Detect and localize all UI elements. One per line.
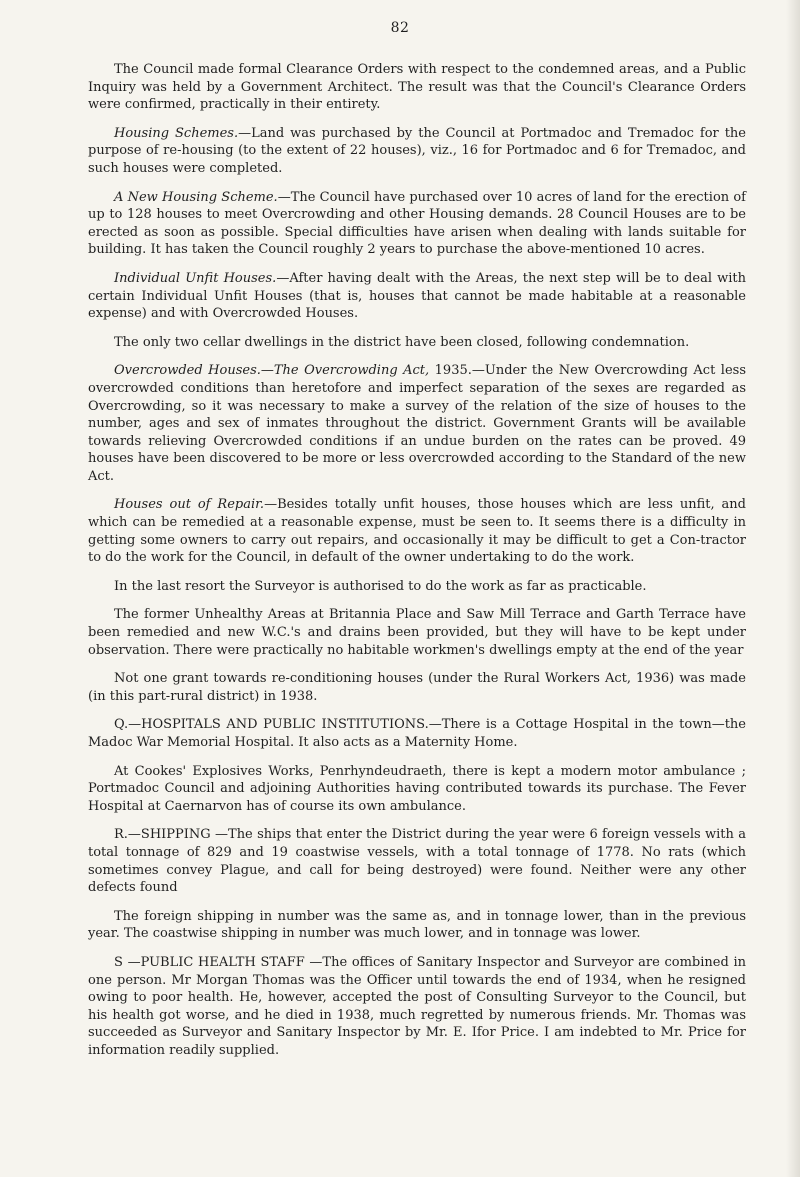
paragraph-housing-schemes: Housing Schemes.—Land was purchased by the Council at Portmadoc and Tremadoc for the purpose of re-housing (to the extent of 22 houses), viz., 16 for Portmadoc and 6 for Tremadoc, and such houses were completed. <box>88 125 746 176</box>
page-number: 82 <box>390 20 410 36</box>
paragraph: At Cookes' Explosives Works, Penrhyndeudraeth, there is kept a modern motor ambulance ; Portmadoc Council and adjoining Authorities having contributed towards its purchase. The Fever Hospital at Caernarvon has of course its own ambulance. <box>88 763 746 814</box>
paragraph: The Council made formal Clearance Orders with respect to the condemned areas, and a Public Inquiry was held by a Government Architect. The result was that the Council's Clearance Orders were confirmed, practically in their entirety. <box>88 62 746 113</box>
paragraph-heading: Housing Schemes. <box>114 125 239 141</box>
page-edge-shadow <box>786 0 800 1177</box>
paragraph-new-housing-scheme: A New Housing Scheme.—The Council have purchased over 10 acres of land for the erection of up to 128 houses to meet Overcrowding and other Housing demands. 28 Council Houses are to be erected as soon as possible. Special difficulties have arisen when dealing with lands suitable for building. It has taken the Council roughly 2 years to purchase the above-mentioned 10 acres. <box>88 189 746 258</box>
paragraph-heading: A New Housing Scheme. <box>114 189 278 205</box>
paragraph: The only two cellar dwellings in the district have been closed, following condemnation. <box>114 334 690 350</box>
paragraph-individual-unfit-houses: Individual Unfit Houses.—After having dealt with the Areas, the next step will be to deal with certain Individual Unfit Houses (that is, houses that cannot be made habitable at a reasonable expense) and with Overcrowded Houses. <box>88 270 746 322</box>
paragraph: In the last resort the Surveyor is authorised to do the work as far as practicable. <box>114 578 647 594</box>
paragraph-overcrowded-houses: Overcrowded Houses.—The Overcrowding Act, 1935.—Under the New Overcrowding Act less overcrowded conditions than heretofore and imperfect separation of the sexes are regarded as Overcrowding, so it was necessary to make a survey of the relation of the size of houses to the number, ages and sex of inmates throughout the district. Government Grants will be available towards relieving Overcrowded conditions if an undue burden on the rates can be proved. 49 houses have been discovered to be more or less overcrowded according to the Standard of the new Act. <box>88 363 746 484</box>
document-body <box>88 61 746 1071</box>
paragraph-hospitals: Q.—HOSPITALS AND PUBLIC INSTITUTIONS.—There is a Cottage Hospital in the town—the Madoc War Memorial Hospital. It also acts as a Maternity Home. <box>88 717 746 750</box>
paragraph-houses-out-of-repair: Houses out of Repair.—Besides totally unfit houses, those houses which are less unfit, and which can be remedied at a reasonable expense, must be seen to. It seems there is a difficulty in getting some owners to carry out repairs, and occasionally it may be difficult to get a Con-tractor to do the work for the Council, in default of the owner undertaking to do the work. <box>88 497 746 566</box>
paragraph: The former Unhealthy Areas at Britannia Place and Saw Mill Terrace and Garth Terrace have been remedied and new W.C.'s and drains been provided, but they will have to be kept under observation. There were practically no habitable workmen's dwellings empty at the end of the year <box>88 607 746 658</box>
paragraph: The foreign shipping in number was the same as, and in tonnage lower, than in the previous year. The coastwise shipping in number was much lower, and in tonnage was lower. <box>88 908 746 942</box>
paragraph-shipping: R.—SHIPPING —The ships that enter the District during the year were 6 foreign vessels with a total tonnage of 829 and 19 coastwise vessels, with a total tonnage of 1778. No rats (which sometimes convey Plague, and call for being destroyed) were found. Neither were any other defects found <box>88 827 746 896</box>
paragraph-heading: Overcrowded Houses.—The Overcrowding Act, <box>114 363 430 379</box>
paragraph-heading: Individual Unfit Houses. <box>114 270 277 286</box>
paragraph-heading: Houses out of Repair. <box>114 497 265 513</box>
paragraph: Not one grant towards re-conditioning houses (under the Rural Workers Act, 1936) was made (in this part-rural district) in 1938. <box>88 671 746 704</box>
paragraph-public-health-staff: S —PUBLIC HEALTH STAFF —The offices of Sanitary Inspector and Surveyor are combined in one person. Mr Morgan Thomas was the Officer until towards the end of 1934, when he resigned owing to poor health. He, however, accepted the post of Consulting Surveyor to the Council, but his health got worse, and he died in 1938, much regretted by numerous friends. Mr. Thomas was succeeded as Surveyor and Sanitary Inspector by Mr. E. Ifor Price. I am indebted to Mr. Price for information readily supplied. <box>88 954 746 1058</box>
